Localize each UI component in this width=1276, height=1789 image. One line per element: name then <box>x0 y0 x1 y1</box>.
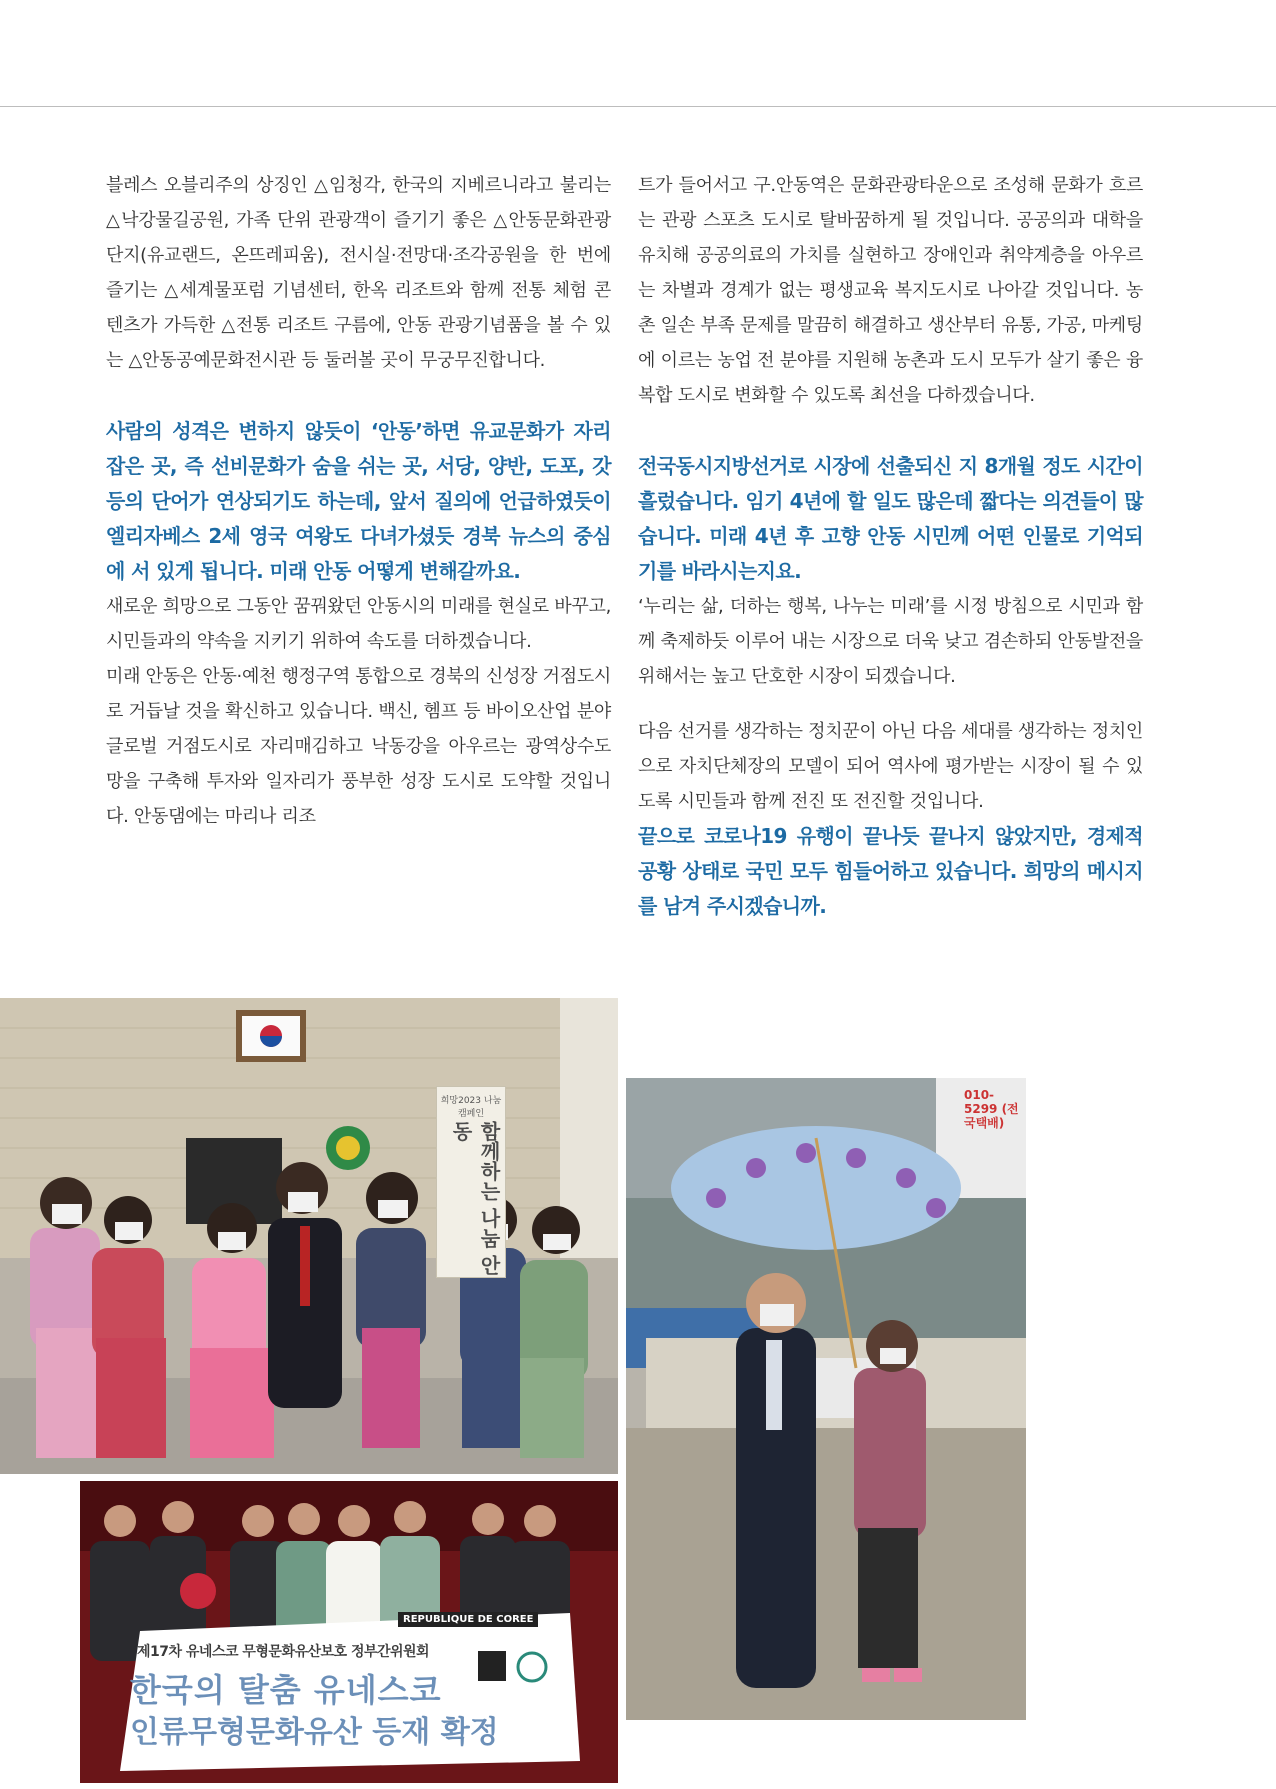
left-column <box>106 168 611 834</box>
photo-market-illustration <box>626 1078 1026 1720</box>
photo-children-illustration <box>0 998 618 1474</box>
right-paragraph-1: 트가 들어서고 구.안동역은 문화관광타운으로 조성해 문화가 흐르는 관광 스포츠 도시로 탈바꿈하게 될 것입니다. 공공의과 대학을 유치해 공공의료의 가치를 실현하고 장애인과 취약계층을 아우르는 차별과 경계가 없는 평생교육 복지도시로 나아갈 것입니다. 농촌 일손 부족 문제를 말끔히 해결하고 생산부터 유통, 가공, 마케팅에 이르는 농업 전 분야를 지원해 농촌과 도시 모두가 살기 좋은 융복합 도시로 변화할 수 있도록 최선을 다하겠습니다. <box>638 175 1143 406</box>
header-rule <box>0 106 1276 107</box>
unesco-banner-line1: 제17차 유네스코 무형문화유산보호 정부간위원회 <box>137 1644 430 1660</box>
campaign-banner-main: 함께하는 나눔 안동 <box>449 1121 501 1275</box>
campaign-banner-board <box>436 1086 506 1278</box>
question-future-andong: 사람의 성격은 변하지 않듯이 ‘안동’하면 유교문화가 자리 잡은 곳, 즉 선비문화가 숨을 쉬는 곳, 서당, 양반, 도포, 갓 등의 단어가 연상되기도 하는데, 앞서 질의에 언급하였듯이 엘리자베스 2세 영국 여왕도 다녀가셨듯 경북 뉴스의 중심에 서 있게 됩니다. 미래 안동 어떻게 변해갈까요. <box>106 419 611 583</box>
campaign-banner-top: 희망2023 나눔캠페인 <box>440 1096 502 1119</box>
unesco-banner-line3: 인류무형문화유산 등재 확정 <box>130 1715 499 1750</box>
answer-paragraph-4: 다음 선거를 생각하는 정치꾼이 아닌 다음 세대를 생각하는 정치인으로 자치단체장의 모델이 되어 역사에 평가받는 시장이 될 수 있도록 시민들과 함께 전진 또 전진할 것입니다. <box>638 721 1143 812</box>
market-sign: 010-5299 (전국택배) <box>964 1088 1019 1130</box>
republique-de-coree-sign: REPUBLIQUE DE COREE <box>398 1612 538 1627</box>
left-paragraph-1: 블레스 오블리주의 상징인 △임청각, 한국의 지베르니라고 불리는 △낙강물길공원, 가족 단위 관광객이 즐기기 좋은 △안동문화관광단지(유교랜드, 온뜨레피움), 전시실·전망대·조각공원을 한 번에 즐기는 △세계물포럼 기념센터, 한옥 리조트와 함께 전통 체험 콘텐츠가 가득한 △전통 리조트 구름에, 안동 관광기념품을 볼 수 있는 △안동공예문화전시관 등 둘러볼 곳이 무궁무진합니다. <box>106 175 611 371</box>
unesco-banner-line2: 한국의 탈춤 유네스코 <box>130 1671 442 1709</box>
question-remembered: 전국동시지방선거로 시장에 선출되신 지 8개월 정도 시간이 흘렀습니다. 임기 4년에 할 일도 많은데 짧다는 의견들이 많습니다. 미래 4년 후 고향 안동 시민께 어떤 인물로 기억되기를 바라시는지요. <box>638 454 1143 583</box>
photo-market-umbrella <box>626 1078 1026 1720</box>
question-message-of-hope: 끝으로 코로나19 유행이 끝나듯 끝나지 않았지만, 경제적 공황 상태로 국민 모두 힘들어하고 있습니다. 희망의 메시지를 남겨 주시겠습니까. <box>638 824 1143 918</box>
right-column <box>638 168 1143 924</box>
answer-paragraph-3: ‘누리는 삶, 더하는 행복, 나누는 미래’를 시정 방침으로 시민과 함께 축제하듯 이루어 내는 시장으로 더욱 낮고 겸손하되 안동발전을 위해서는 높고 단호한 시장이 되겠습니다. <box>638 596 1143 687</box>
photo-unesco-talchum <box>80 1481 618 1783</box>
answer-paragraph-1: 새로운 희망으로 그동안 꿈꿔왔던 안동시의 미래를 현실로 바꾸고, 시민들과의 약속을 지키기 위하여 속도를 더하겠습니다. <box>106 596 611 652</box>
answer-paragraph-2: 미래 안동은 안동·예천 행정구역 통합으로 경북의 신성장 거점도시로 거듭날 것을 확신하고 있습니다. 백신, 헴프 등 바이오산업 분야 글로벌 거점도시로 자리매김하고 낙동강을 아우르는 광역상수도망을 구축해 투자와 일자리가 풍부한 성장 도시로 도약할 것입니다. 안동댐에는 마리나 리조 <box>106 666 611 827</box>
photo-children-hanbok <box>0 998 618 1474</box>
